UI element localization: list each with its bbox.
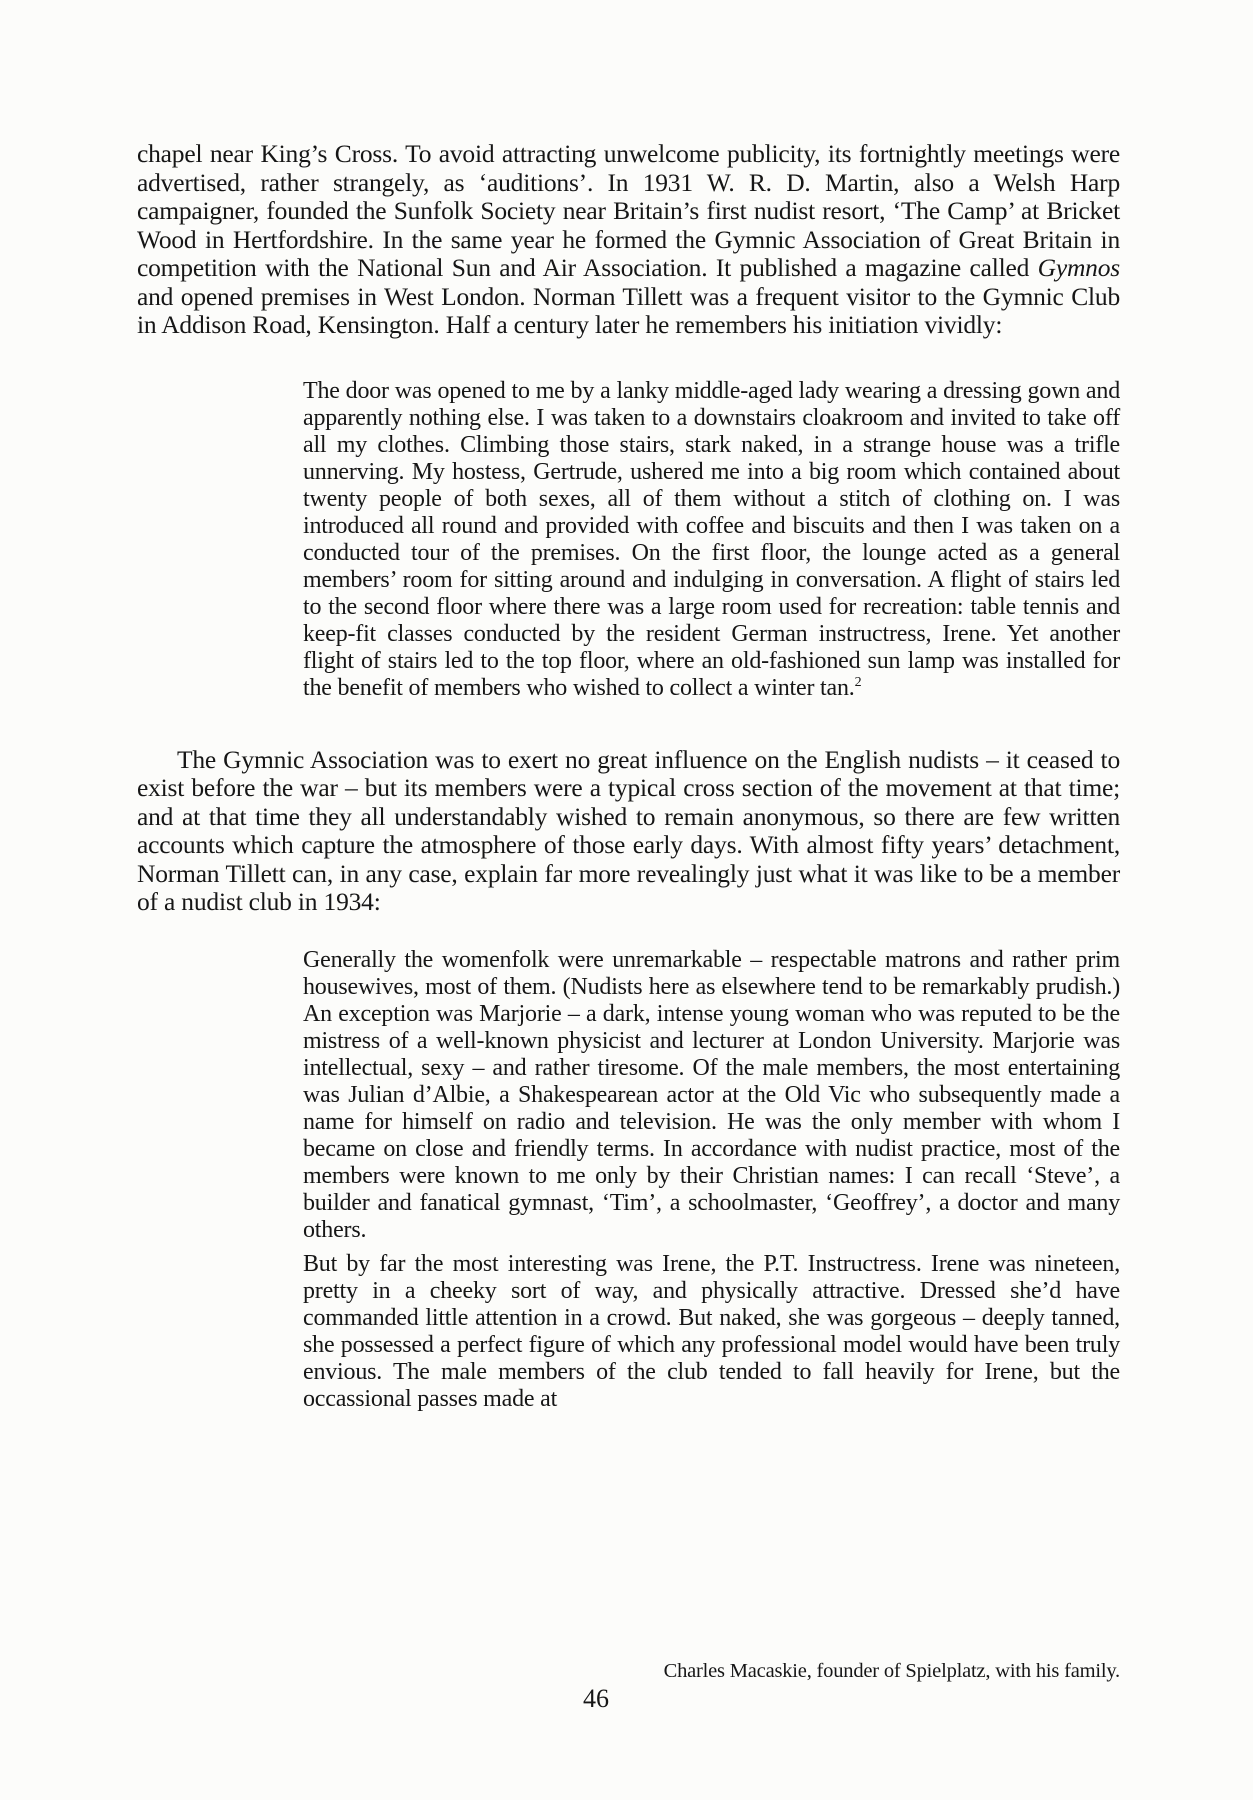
page-number: 46 bbox=[583, 1684, 609, 1713]
paragraph-1 bbox=[137, 140, 1120, 340]
text-column bbox=[137, 140, 1120, 1413]
photo-caption: Charles Macaskie, founder of Spielplatz, with his family. bbox=[663, 1660, 1120, 1682]
paragraph-2: The Gymnic Association was to exert no great influence on the English nudists – it ceased to exist before the war – but its members were a typical cross section of the movement at that time; and at that time they all understandably wished to remain anonymous, so there are few written accounts which capture the atmosphere of those early days. With almost fifty years’ detachment, Norman Tillett can, in any case, explain far more revealingly just what it was like to be a member of a nudist club in 1934: bbox=[137, 744, 1120, 916]
quote2-paragraph-1: Generally the womenfolk were unremarkable – respectable matrons and rather prim housewives, most of them. (Nudists here as elsewhere tend to be remarkably prudish.) An exception was Marjorie – a dark, intense young woman who was reputed to be the mistress of a well-known physicist and lecturer at London University. Marjorie was intellectual, sexy – and rather tiresome. Of the male members, the most entertaining was Julian d’Albie, a Shakespearean actor at the Old Vic who subsequently made a name for himself on radio and television. He was the only member with whom I became on close and friendly terms. In accordance with nudist practice, most of the members were known to me only by their Christian names: I can recall ‘Steve’, a builder and fanatical gymnast, ‘Tim’, a schoolmaster, ‘Geoffrey’, a doctor and many others. bbox=[303, 946, 1120, 1243]
footnote-marker: 2 bbox=[854, 674, 862, 690]
para1-text-before-italic: chapel near King’s Cross. To avoid attracting unwelcome publicity, its fortnightly meetings were advertised, rather strangely, as ‘auditions’. In 1931 W. R. D. Martin, also a Welsh Harp campaigner, founded the Sunfolk Society near Britain’s first nudist resort, ‘The Camp’ at Bricket Wood in Hertfordshire. In the same year he formed the Gymnic Association of Great Britain in competition with the National Sun and Air Association. It published a magazine called bbox=[137, 139, 1120, 282]
quote1-paragraph bbox=[303, 378, 1120, 702]
quote1-text: The door was opened to me by a lanky middle-aged lady wearing a dressing gown and apparently nothing else. I was taken to a downstairs cloakroom and invited to take off all my clothes. Climbing those stairs, stark naked, in a strange house was a trifle unnerving. My hostess, Gertrude, ushered me into a big room which contained about twenty people of both sexes, all of them without a stitch of clothing on. I was introduced all round and provided with coffee and biscuits and then I was taken on a conducted tour of the premises. On the first floor, the lounge acted as a general members’ room for sitting around and indulging in conversation. A flight of stairs led to the second floor where there was a large room used for recreation: table tennis and keep-fit classes conducted by the resident German instructress, Irene. Yet another flight of stairs led to the top floor, where an old-fashioned sun lamp was installed for the benefit of members who wished to collect a winter tan. bbox=[303, 377, 1120, 701]
magazine-title-italic: Gymnos bbox=[1037, 253, 1120, 282]
para1-text-after-italic: and opened premises in West London. Norman Tillett was a frequent visitor to the Gymnic Club in Addison Road, Kensington. Half a century later he remembers his initiation vividly: bbox=[137, 281, 1120, 339]
blockquote-1 bbox=[303, 378, 1120, 702]
blockquote-2 bbox=[303, 947, 1120, 1413]
quote2-paragraph-2: But by far the most interesting was Irene, the P.T. Instructress. Irene was nineteen, pretty in a cheeky sort of way, and physically attractive. Dressed she’d have commanded little attention in a crowd. But naked, she was gorgeous – deeply tanned, she possessed a perfect figure of which any professional model would have been truly envious. The male members of the club tended to fall heavily for Irene, but the occassional passes made at bbox=[303, 1250, 1120, 1412]
